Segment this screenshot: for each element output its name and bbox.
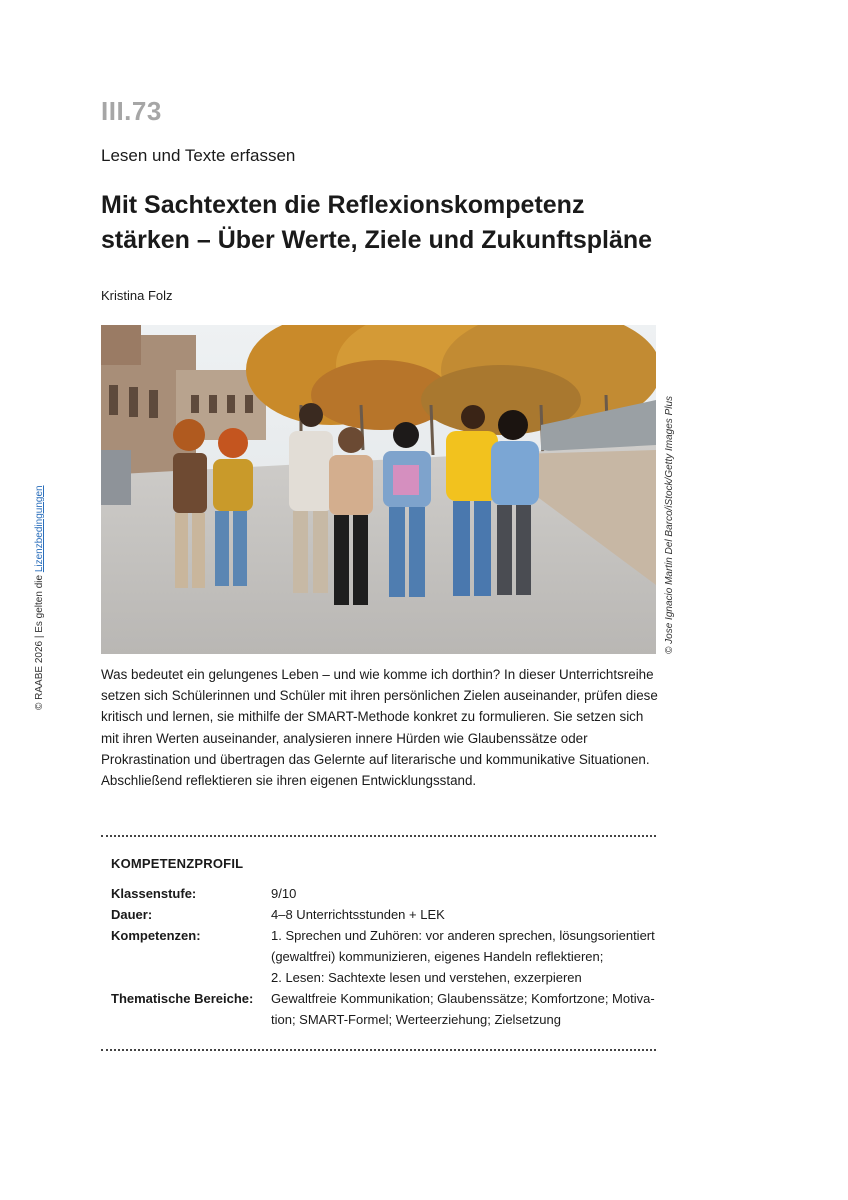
profile-label: Dauer: bbox=[111, 907, 153, 922]
divider-top bbox=[101, 835, 656, 837]
cover-photo-illustration bbox=[101, 325, 656, 654]
page-title bbox=[101, 188, 681, 258]
profile-label: Kompetenzen: bbox=[111, 928, 201, 943]
license-note bbox=[34, 485, 45, 710]
cover-photo bbox=[101, 325, 656, 654]
profile-value: 9/10 bbox=[271, 886, 297, 901]
profile-heading: KOMPETENZPROFIL bbox=[111, 856, 244, 871]
profile-value: 4–8 Unterrichtsstunden + LEK bbox=[271, 907, 445, 922]
divider-bottom bbox=[101, 1049, 656, 1051]
photo-credit: © Jose Ignacio Martin Del Barco/iStock/Getty Images Plus bbox=[664, 395, 675, 654]
profile-label: Thematische Bereiche: bbox=[111, 991, 254, 1006]
author: Kristina Folz bbox=[101, 288, 173, 303]
chapter-number: III.73 bbox=[101, 96, 162, 126]
competency-1: 1. Sprechen und Zuhören: vor anderen sprechen, lösungsorientiert (gewaltfrei) kommunizieren, eigenes Handeln reflektieren; bbox=[271, 928, 655, 964]
title-line-2: stärken – Über Werte, Ziele und Zukunftspläne bbox=[101, 226, 653, 254]
section-title: Lesen und Texte erfassen bbox=[101, 146, 296, 165]
license-link[interactable]: Lizenzbedingungen bbox=[34, 485, 45, 573]
license-prefix: © RAABE 2026 | Es gelten die bbox=[34, 572, 45, 710]
title-line-1: Mit Sachtexten die Reflexionskompetenz bbox=[101, 191, 585, 219]
profile-value bbox=[271, 925, 656, 988]
profile-label: Klassenstufe: bbox=[111, 886, 197, 901]
competency-2: 2. Lesen: Sachtexte lesen und verstehen, exzerpieren bbox=[271, 970, 582, 985]
intro-paragraph: Was bedeutet ein gelungenes Leben – und wie komme ich dorthin? In dieser Unterrichtsreihe setzen sich Schülerinnen und Schüler mit ihren persönlichen Zielen auseinander, prüfen diese kritisch und lernen, sie mithilfe der SMART-Methode konkret zu formulieren. Sie setzen sich mit ihren Werten auseinander, analysieren innere Hürden wie Glaubenssätze oder Prokrastination und übertragen das Gelernte auf literarische und kommunikative Situationen. Abschließend reflektieren sie ihren eigenen Entwicklungsstand. bbox=[101, 667, 658, 789]
profile-value: Gewaltfreie Kommunikation; Glaubenssätze; Komfortzone; Motivation; SMART-Formel; Werteerziehung; Zielsetzung bbox=[271, 991, 655, 1027]
